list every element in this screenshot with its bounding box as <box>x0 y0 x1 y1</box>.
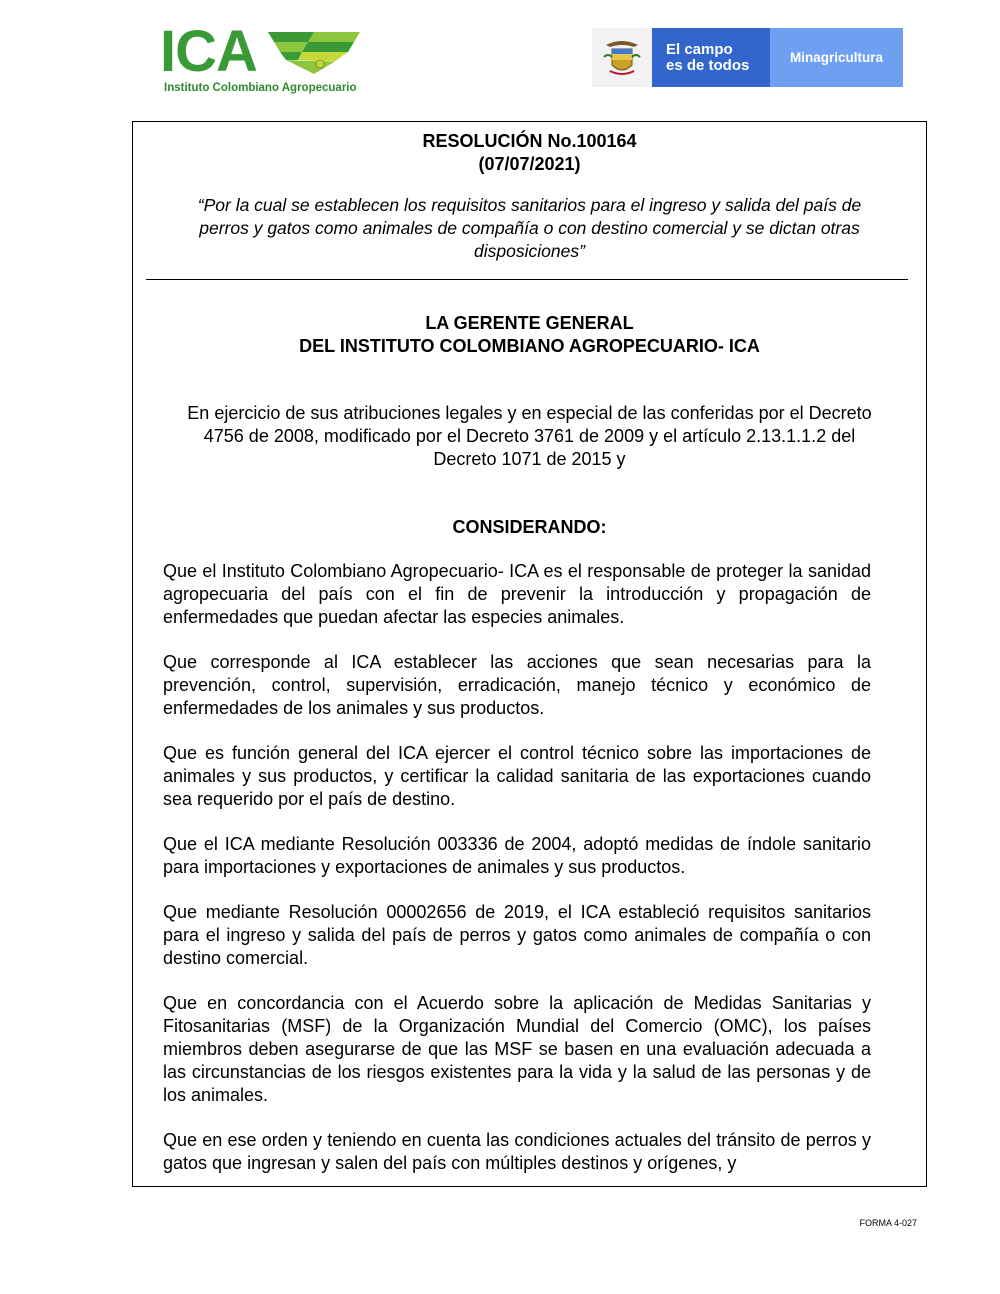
resolution-number: RESOLUCIÓN No.100164 <box>422 131 637 151</box>
powers-paragraph: En ejercicio de sus atribuciones legales y en especial de las conferidas por el Decreto 4756 de 2008, modificado por el Decreto 3761 de 2009 y el artículo 2.13.1.1.2 del Decreto 1071 de 2015 y <box>187 403 872 469</box>
ica-logo-subtitle: Instituto Colombiano Agropecuario <box>164 82 357 94</box>
consideration-paragraph: Que es función general del ICA ejercer el control técnico sobre las importaciones de animales y sus productos, y certificar la calidad sanitaria de las exportaciones cuando sea requerido por el país de destino. <box>163 743 871 809</box>
gov-slogan <box>652 28 770 87</box>
form-code: FORMA 4-027 <box>859 1218 917 1228</box>
consideration-paragraph: Que mediante Resolución 00002656 de 2019, el ICA estableció requisitos sanitarios para el ingreso y salida del país de perros y gatos como animales de compañía o con destino comercial. <box>163 902 871 968</box>
consideration-paragraph: Que el Instituto Colombiano Agropecuario- ICA es el responsable de proteger la sanidad agropecuaria del país con el fin de prevenir la introducción y propagación de enfermedades que puedan afectar las especies animales. <box>163 561 871 627</box>
consideration-paragraph: Que corresponde al ICA establecer las acciones que sean necesarias para la prevención, control, supervisión, erradicación, manejo técnico y económico de enfermedades de los animales y sus productos. <box>163 652 871 718</box>
gov-slogan-line1: El campo <box>666 40 733 58</box>
authority-heading <box>133 312 926 358</box>
government-banner <box>592 28 903 87</box>
consideration-paragraph: Que el ICA mediante Resolución 003336 de 2004, adoptó medidas de índole sanitario para importaciones y exportaciones de animales y sus productos. <box>163 834 871 877</box>
ica-logo-text: ICA <box>160 19 257 84</box>
gov-slogan-line2: es de todos <box>666 56 750 74</box>
consideration-paragraph: Que en concordancia con el Acuerdo sobre la aplicación de Medidas Sanitarias y Fitosanitarias (MSF) de la Organización Mundial del Comercio (OMC), los países miembros deben asegurarse de que las MSF se basen en una evaluación adecuada a las circunstancias de los riesgos existentes para la vida y la salud de las personas y de los animales. <box>163 993 871 1105</box>
ica-logo <box>160 19 360 100</box>
document-frame <box>132 121 927 1187</box>
authority-line2: DEL INSTITUTO COLOMBIANO AGROPECUARIO- ICA <box>299 336 760 356</box>
resolution-subtitle: “Por la cual se establecen los requisitos sanitarios para el ingreso y salida del país de perros y gatos como animales de compañía o con destino comercial y se dictan otras disposiciones” <box>197 195 862 261</box>
ica-field-mark-icon <box>268 28 360 76</box>
considerations-body <box>163 560 871 1197</box>
coat-of-arms-icon <box>592 28 652 87</box>
resolution-heading <box>133 130 926 176</box>
authority-line1: LA GERENTE GENERAL <box>425 313 634 333</box>
resolution-date: (07/07/2021) <box>478 154 581 174</box>
ministry-label: Minagricultura <box>770 28 903 87</box>
consideration-paragraph: Que en ese orden y teniendo en cuenta las condiciones actuales del tránsito de perros y gatos que ingresan y salen del país con múltiples destinos y orígenes, y <box>163 1130 871 1173</box>
considerando-heading: CONSIDERANDO: <box>452 517 607 537</box>
divider <box>146 279 908 280</box>
